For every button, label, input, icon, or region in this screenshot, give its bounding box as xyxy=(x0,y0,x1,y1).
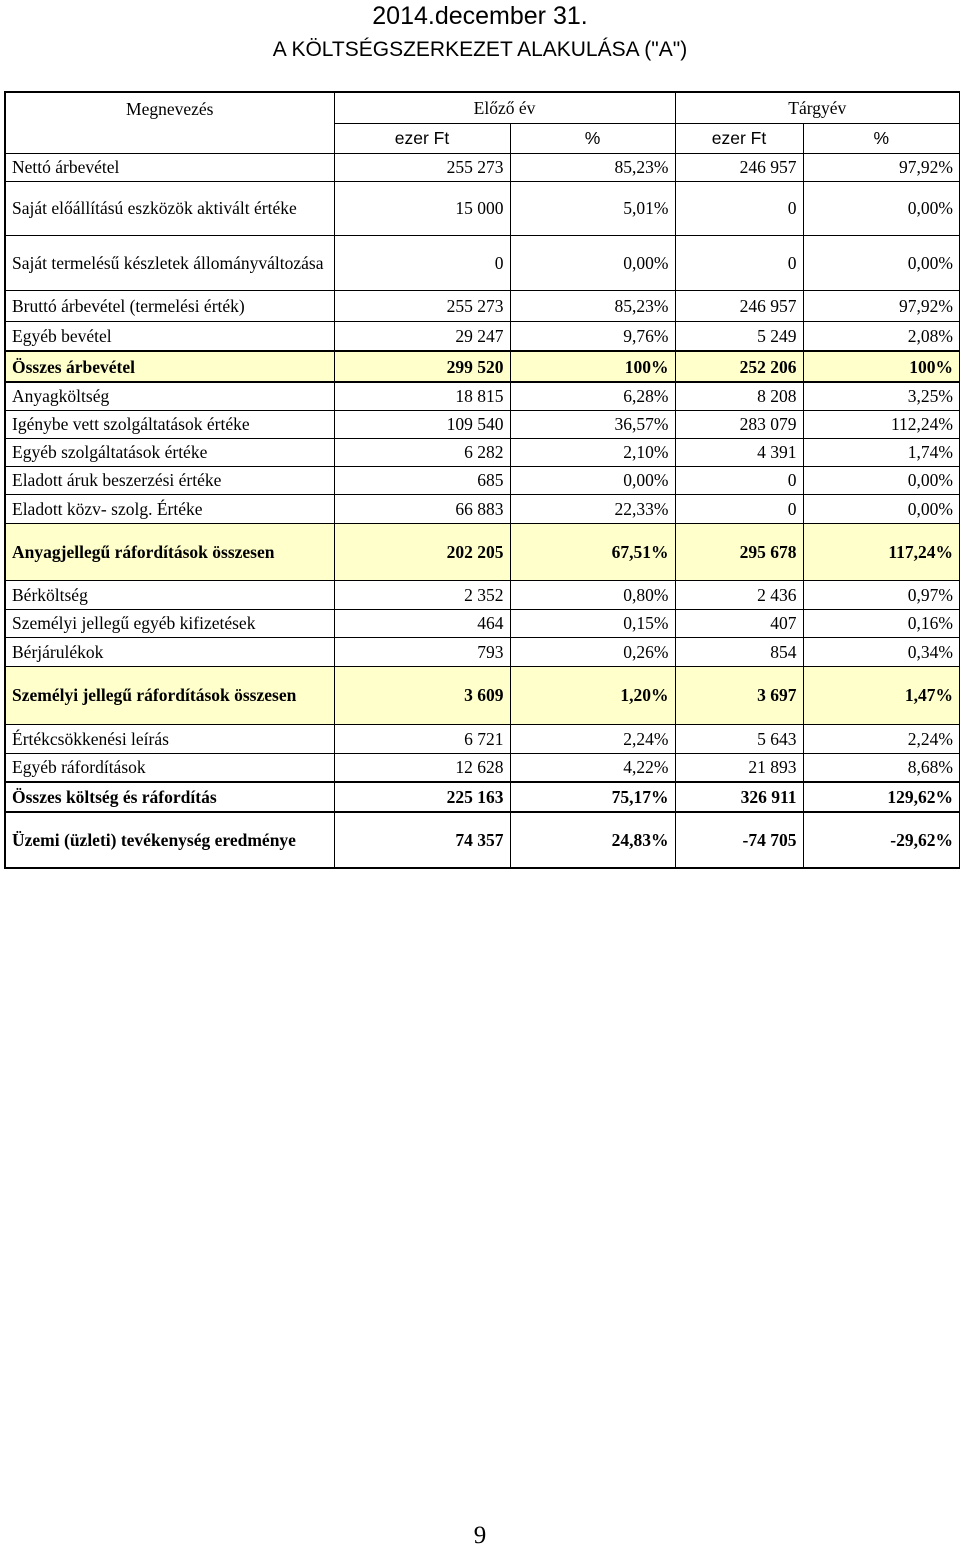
header-name-col: Megnevezés xyxy=(5,92,334,153)
prev-pct-cell: 0,26% xyxy=(510,637,675,666)
table-row xyxy=(5,724,960,753)
row-label: Bérköltség xyxy=(5,580,334,609)
prev-pct-cell: 4,22% xyxy=(510,753,675,782)
table-row xyxy=(5,321,960,351)
cur-pct-cell: 97,92% xyxy=(803,290,960,321)
cur-pct-cell: 0,00% xyxy=(803,494,960,523)
prev-pct-cell: 0,00% xyxy=(510,466,675,494)
table-row xyxy=(5,637,960,666)
row-label: Eladott áruk beszerzési értéke xyxy=(5,466,334,494)
table-row xyxy=(5,153,960,181)
cur-pct-cell: 1,47% xyxy=(803,666,960,724)
prev-ft-cell: 464 xyxy=(334,609,510,637)
cur-ft-cell: 295 678 xyxy=(675,523,803,580)
row-label: Anyagjellegű ráfordítások összesen xyxy=(5,523,334,580)
row-label: Bruttó árbevétel (termelési érték) xyxy=(5,290,334,321)
cur-ft-cell: 246 957 xyxy=(675,290,803,321)
prev-ft-cell: 15 000 xyxy=(334,181,510,235)
cur-pct-cell: -29,62% xyxy=(803,812,960,868)
prev-pct-cell: 36,57% xyxy=(510,410,675,438)
prev-ft-cell: 255 273 xyxy=(334,153,510,181)
cur-pct-cell: 8,68% xyxy=(803,753,960,782)
cur-ft-cell: 0 xyxy=(675,494,803,523)
page-number: 9 xyxy=(473,1522,487,1549)
row-label: Egyéb bevétel xyxy=(5,321,334,351)
table-row xyxy=(5,382,960,410)
cur-pct-cell: 129,62% xyxy=(803,782,960,812)
prev-pct-cell: 2,10% xyxy=(510,438,675,466)
row-label: Egyéb ráfordítások xyxy=(5,753,334,782)
prev-pct-cell: 75,17% xyxy=(510,782,675,812)
cur-ft-cell: 0 xyxy=(675,181,803,235)
cur-ft-cell: -74 705 xyxy=(675,812,803,868)
cur-ft-cell: 5 643 xyxy=(675,724,803,753)
row-label: Üzemi (üzleti) tevékenység eredménye xyxy=(5,812,334,868)
row-label: Saját előállítású eszközök aktivált értéke xyxy=(5,181,334,235)
prev-ft-cell: 255 273 xyxy=(334,290,510,321)
document-subtitle: A KÖLTSÉGSZERKEZET ALAKULÁSA ("A") xyxy=(272,38,688,61)
prev-ft-cell: 793 xyxy=(334,637,510,666)
cur-pct-cell: 0,16% xyxy=(803,609,960,637)
row-label: Bérjárulékok xyxy=(5,637,334,666)
prev-pct-cell: 0,80% xyxy=(510,580,675,609)
prev-pct-cell: 85,23% xyxy=(510,153,675,181)
prev-pct-cell: 67,51% xyxy=(510,523,675,580)
cur-ft-cell: 283 079 xyxy=(675,410,803,438)
cur-ft-cell: 246 957 xyxy=(675,153,803,181)
prev-pct-cell: 6,28% xyxy=(510,382,675,410)
table-row xyxy=(5,494,960,523)
header-current-year: Tárgyév xyxy=(675,92,960,123)
table-row xyxy=(5,466,960,494)
cur-ft-cell: 4 391 xyxy=(675,438,803,466)
row-label: Igénybe vett szolgáltatások értéke xyxy=(5,410,334,438)
row-label: Nettó árbevétel xyxy=(5,153,334,181)
cost-structure-table xyxy=(4,91,960,869)
row-label: Eladott közv- szolg. Értéke xyxy=(5,494,334,523)
cur-ft-cell: 5 249 xyxy=(675,321,803,351)
cur-pct-cell: 1,74% xyxy=(803,438,960,466)
prev-ft-cell: 299 520 xyxy=(334,351,510,382)
cur-pct-cell: 2,08% xyxy=(803,321,960,351)
header-row-years xyxy=(5,92,960,123)
table-row xyxy=(5,753,960,782)
prev-pct-cell: 85,23% xyxy=(510,290,675,321)
table-row xyxy=(5,580,960,609)
prev-ft-cell: 109 540 xyxy=(334,410,510,438)
table-row xyxy=(5,290,960,321)
personnel-costs-total-row xyxy=(5,666,960,724)
table-row xyxy=(5,609,960,637)
header-cur-unit-ft: ezer Ft xyxy=(675,123,803,153)
row-label: Saját termelésű készletek állományváltozása xyxy=(5,235,334,290)
table-row xyxy=(5,438,960,466)
prev-ft-cell: 225 163 xyxy=(334,782,510,812)
row-label: Értékcsökkenési leírás xyxy=(5,724,334,753)
cur-ft-cell: 0 xyxy=(675,235,803,290)
cur-pct-cell: 112,24% xyxy=(803,410,960,438)
header-prev-unit-ft: ezer Ft xyxy=(334,123,510,153)
row-label: Személyi jellegű egyéb kifizetések xyxy=(5,609,334,637)
cur-ft-cell: 252 206 xyxy=(675,351,803,382)
row-label: Összes költség és ráfordítás xyxy=(5,782,334,812)
cur-pct-cell: 2,24% xyxy=(803,724,960,753)
row-label: Személyi jellegű ráfordítások összesen xyxy=(5,666,334,724)
cur-ft-cell: 0 xyxy=(675,466,803,494)
prev-ft-cell: 12 628 xyxy=(334,753,510,782)
row-label: Egyéb szolgáltatások értéke xyxy=(5,438,334,466)
prev-pct-cell: 24,83% xyxy=(510,812,675,868)
header-prev-unit-pct: % xyxy=(510,123,675,153)
prev-pct-cell: 0,15% xyxy=(510,609,675,637)
material-costs-total-row xyxy=(5,523,960,580)
header-prev-year: Előző év xyxy=(334,92,675,123)
prev-pct-cell: 5,01% xyxy=(510,181,675,235)
prev-ft-cell: 0 xyxy=(334,235,510,290)
document-title: 2014.december 31. xyxy=(372,2,588,30)
prev-pct-cell: 100% xyxy=(510,351,675,382)
cur-pct-cell: 117,24% xyxy=(803,523,960,580)
cur-pct-cell: 97,92% xyxy=(803,153,960,181)
cur-pct-cell: 0,97% xyxy=(803,580,960,609)
prev-ft-cell: 2 352 xyxy=(334,580,510,609)
table-row xyxy=(5,410,960,438)
cur-ft-cell: 407 xyxy=(675,609,803,637)
cur-ft-cell: 3 697 xyxy=(675,666,803,724)
table-row xyxy=(5,235,960,290)
operating-result-row xyxy=(5,812,960,868)
cur-ft-cell: 21 893 xyxy=(675,753,803,782)
cur-pct-cell: 0,00% xyxy=(803,235,960,290)
total-revenue-row xyxy=(5,351,960,382)
prev-pct-cell: 22,33% xyxy=(510,494,675,523)
cur-pct-cell: 0,00% xyxy=(803,181,960,235)
prev-ft-cell: 74 357 xyxy=(334,812,510,868)
prev-ft-cell: 3 609 xyxy=(334,666,510,724)
cur-pct-cell: 3,25% xyxy=(803,382,960,410)
prev-ft-cell: 29 247 xyxy=(334,321,510,351)
prev-pct-cell: 9,76% xyxy=(510,321,675,351)
cur-pct-cell: 0,34% xyxy=(803,637,960,666)
prev-ft-cell: 18 815 xyxy=(334,382,510,410)
prev-pct-cell: 2,24% xyxy=(510,724,675,753)
table-row xyxy=(5,181,960,235)
cur-pct-cell: 0,00% xyxy=(803,466,960,494)
cur-ft-cell: 2 436 xyxy=(675,580,803,609)
cur-ft-cell: 854 xyxy=(675,637,803,666)
prev-pct-cell: 1,20% xyxy=(510,666,675,724)
prev-ft-cell: 66 883 xyxy=(334,494,510,523)
prev-ft-cell: 685 xyxy=(334,466,510,494)
prev-ft-cell: 6 721 xyxy=(334,724,510,753)
prev-ft-cell: 6 282 xyxy=(334,438,510,466)
cur-pct-cell: 100% xyxy=(803,351,960,382)
header-cur-unit-pct: % xyxy=(803,123,960,153)
cur-ft-cell: 326 911 xyxy=(675,782,803,812)
row-label: Anyagköltség xyxy=(5,382,334,410)
prev-pct-cell: 0,00% xyxy=(510,235,675,290)
row-label: Összes árbevétel xyxy=(5,351,334,382)
total-costs-row xyxy=(5,782,960,812)
cur-ft-cell: 8 208 xyxy=(675,382,803,410)
prev-ft-cell: 202 205 xyxy=(334,523,510,580)
